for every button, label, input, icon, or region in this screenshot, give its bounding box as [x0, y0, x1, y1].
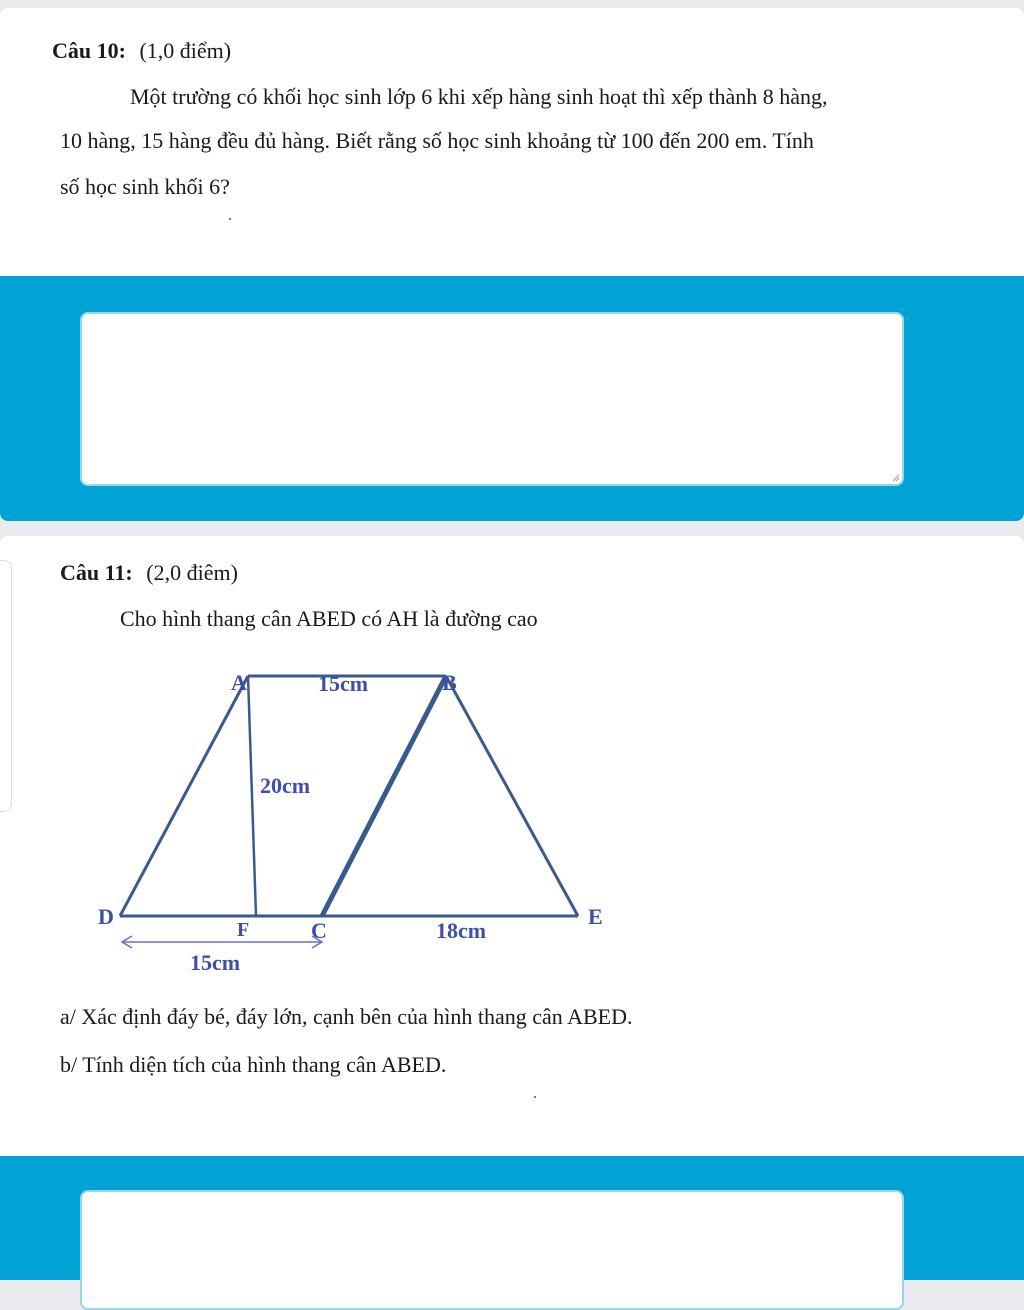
label-df-length: 15cm — [190, 950, 241, 975]
df-double-arrow — [122, 936, 322, 948]
answer-section-10 — [0, 276, 1024, 521]
edge-ad — [120, 676, 248, 916]
question-11-card — [0, 536, 1024, 1156]
question-10-line-2: 10 hàng, 15 hàng đều đủ hàng. Biết rằng số học sinh khoảng từ 100 đến 200 em. Tính — [60, 128, 814, 153]
question-10-line-3: số học sinh khối 6? — [60, 174, 230, 199]
question-11-intro: Cho hình thang cân ABED có AH là đường cao — [120, 606, 538, 631]
height-af — [248, 676, 256, 916]
stray-dot — [534, 1096, 536, 1098]
resize-handle-icon[interactable] — [892, 474, 900, 482]
question-10-points: (1,0 điểm) — [139, 38, 232, 63]
side-tab[interactable] — [0, 560, 12, 812]
label-d: D — [98, 904, 114, 929]
question-11-number: Câu 11: — [60, 560, 133, 585]
answer-input-10[interactable] — [80, 312, 904, 486]
stray-dot — [229, 218, 231, 220]
label-f: F — [237, 919, 250, 941]
question-11-heading — [60, 560, 238, 586]
trapezoid-diagram — [0, 660, 603, 1010]
label-height-length: 20cm — [260, 773, 311, 798]
question-10-heading — [52, 38, 231, 64]
question-10-line-1: Một trường có khối học sinh lớp 6 khi xếp hàng sinh hoạt thì xếp thành 8 hàng, — [130, 84, 828, 109]
question-10-card — [0, 8, 1024, 276]
label-a: A — [231, 670, 247, 695]
label-top-length: 15cm — [318, 671, 369, 696]
question-11-part-b: b/ Tính diện tích của hình thang cân ABED. — [60, 1052, 447, 1077]
question-10-number: Câu 10: — [52, 38, 126, 63]
label-e: E — [588, 904, 603, 929]
answer-input-11[interactable] — [80, 1190, 904, 1310]
answer-section-11 — [0, 1156, 1024, 1280]
edge-be — [446, 676, 578, 916]
segment-bc — [322, 676, 446, 916]
question-11-points: (2,0 điêm) — [146, 560, 238, 585]
question-11-part-a: a/ Xác định đáy bé, đáy lớn, cạnh bên của hình thang cân ABED. — [60, 1004, 633, 1029]
label-c: C — [311, 918, 327, 943]
label-b: B — [442, 670, 457, 695]
label-ce-length: 18cm — [436, 918, 487, 943]
